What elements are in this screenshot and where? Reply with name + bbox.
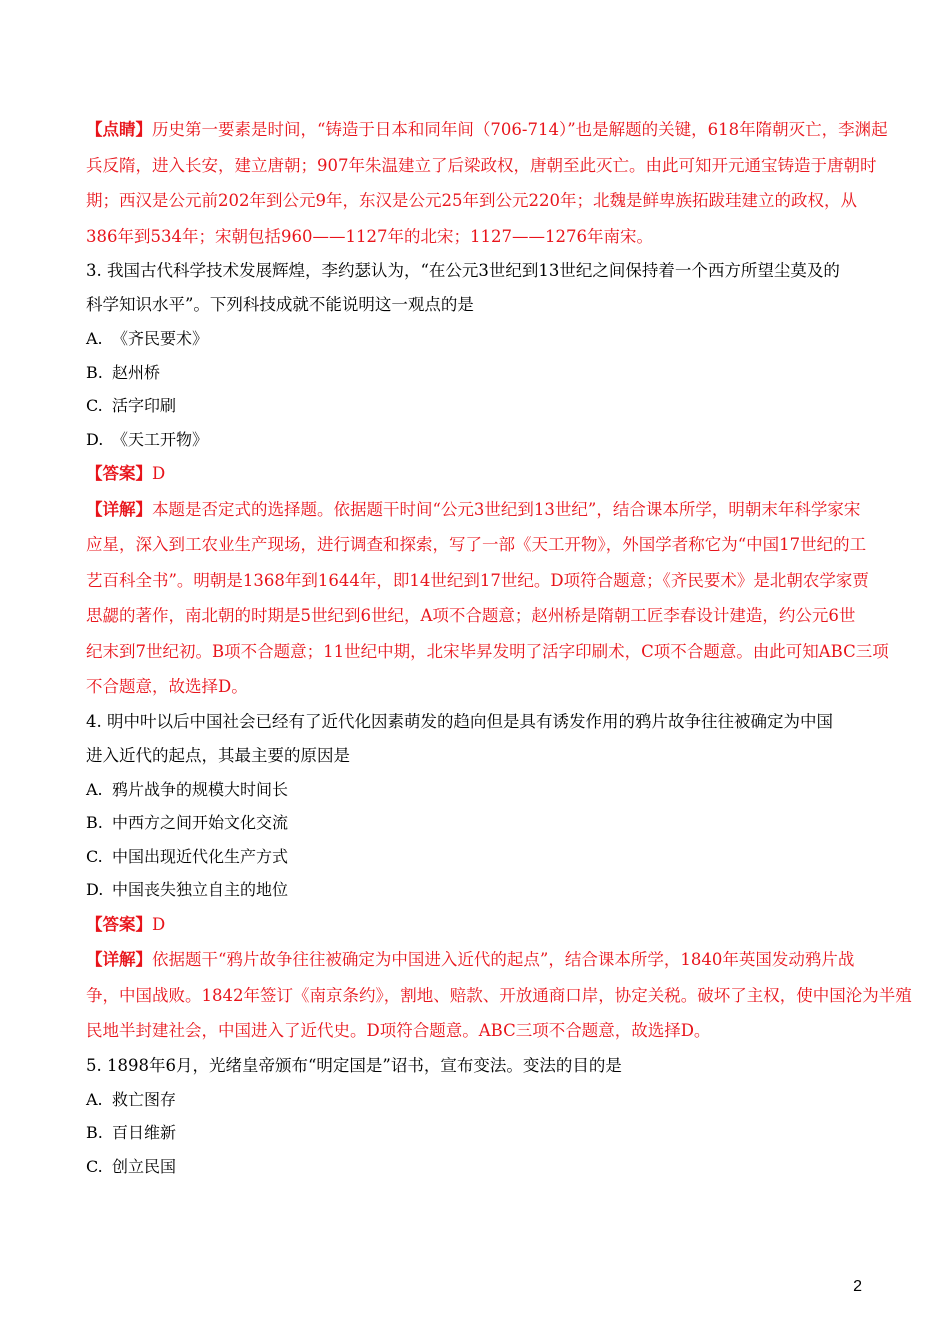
option-c: C. 创立民国 xyxy=(86,1156,177,1176)
detail-line-3: 艺百科全书”。明朝是1368年到1644年，即14世纪到17世纪。D项符合题意；《齐民要术》是北朝农学家贾 xyxy=(86,570,869,590)
question-4 xyxy=(86,705,912,1049)
option-c: C. 活字印刷 xyxy=(86,396,177,415)
pointing-section xyxy=(86,112,888,254)
option-c: C. 中国出现近代化生产方式 xyxy=(86,846,289,866)
option-d: D. 《天工开物》 xyxy=(86,429,209,449)
option-b: B. 中西方之间开始文化交流 xyxy=(86,813,289,832)
option-b: B. 赵州桥 xyxy=(86,362,161,382)
detail-line-4: 思勰的著作，南北朝的时期是5世纪到6世纪，A项不合题意；赵州桥是隋朝工匠李春设计建造，约公元6世 xyxy=(86,606,856,625)
question-4-line-1: 4. 明中叶以后中国社会已经有了近代化因素萌发的趋向但是具有诱发作用的鸦片故争往往被确定为中国 xyxy=(86,711,833,731)
answer-line: 【答案】D xyxy=(86,914,166,934)
option-a: A. 鸦片战争的规模大时间长 xyxy=(86,779,289,799)
option-a: A. 救亡图存 xyxy=(86,1089,177,1109)
option-b: B. 百日维新 xyxy=(86,1123,177,1142)
detail-line-1: 【详解】依据题干“鸦片故争往往被确定为中国进入近代的起点”，结合课本所学，1840年英国发动鸦片战 xyxy=(86,950,855,969)
answer-line: 【答案】D xyxy=(86,464,166,483)
pointing-tag: 【点睛】 xyxy=(86,120,152,139)
detail-line-1: 【详解】本题是否定式的选择题。依据题干时间“公元3世纪到13世纪”，结合课本所学，明朝末年科学家宋 xyxy=(86,499,861,519)
question-5 xyxy=(86,1049,872,1184)
option-d: D. 中国丧失独立自主的地位 xyxy=(86,880,289,899)
question-3 xyxy=(86,254,889,705)
pointing-line-4: 386年到534年；宋朝包括960——1127年的北宋；1127——1276年南宋。 xyxy=(86,226,653,246)
option-a: A. 《齐民要术》 xyxy=(86,329,209,348)
question-3-line-1: 3. 我国古代科学技术发展辉煌，李约瑟认为，“在公元3世纪到13世纪之间保持着一个西方所望尘莫及的 xyxy=(86,261,840,280)
pointing-line-3: 期；西汉是公元前202年到公元9年，东汉是公元25年到公元220年；北魏是鲜卑族拓跋珪建立的政权，从 xyxy=(86,191,857,210)
detail-line-2: 争，中国战败。1842年签订《南京条约》，割地、赔款、开放通商口岸，协定关税。破坏了主权，使中国沦为半殖 xyxy=(86,985,912,1005)
detail-line-6: 不合题意，故选择D。 xyxy=(86,677,248,696)
page-content xyxy=(86,112,912,1183)
question-3-line-2: 科学知识水平”。下列科技成就不能说明这一观点的是 xyxy=(86,295,474,314)
question-4-line-2: 进入近代的起点，其最主要的原因是 xyxy=(86,745,350,765)
detail-line-5: 纪末到7世纪初。B项不合题意；11世纪中期，北宋毕昇发明了活字印刷术，C项不合题意。由此可知ABC三项 xyxy=(86,641,889,661)
page-number: 2 xyxy=(853,1278,862,1295)
detail-line-3: 民地半封建社会，中国进入了近代史。D项符合题意。ABC三项不合题意，故选择D。 xyxy=(86,1021,711,1040)
question-5-line-1: 5. 1898年6月，光绪皇帝颁布“明定国是”诏书，宣布变法。变法的目的是 xyxy=(86,1055,622,1075)
pointing-line-2: 兵反隋，进入长安，建立唐朝；907年朱温建立了后梁政权，唐朝至此灭亡。由此可知开元通宝铸造于唐朝时 xyxy=(86,155,877,175)
pointing-line-1: 【点睛】历史第一要素是时间，“铸造于日本和同年间（706-714）”也是解题的关键，618年隋朝灭亡，李渊起 xyxy=(86,120,888,139)
detail-line-2: 应星，深入到工农业生产现场，进行调查和探索，写了一部《天工开物》，外国学者称它为“中国17世纪的工 xyxy=(86,535,867,554)
